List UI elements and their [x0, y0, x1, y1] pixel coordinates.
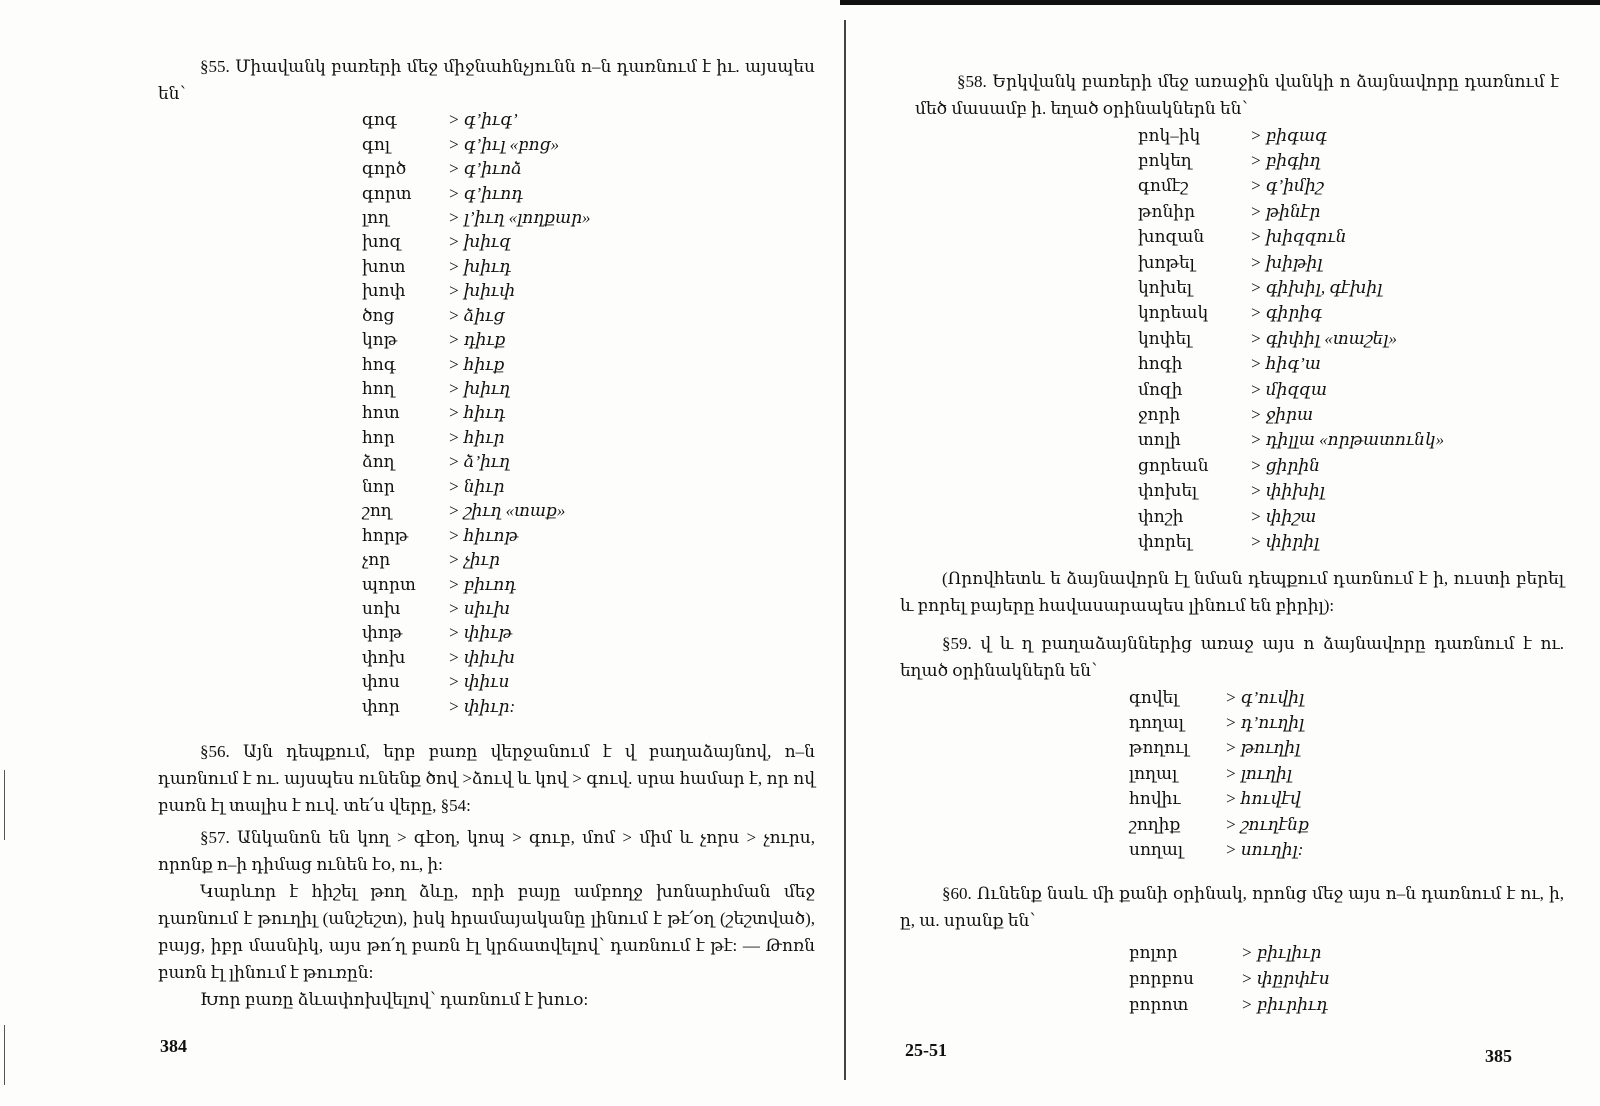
source-word: բորոտ [1129, 995, 1189, 1014]
word-row [1138, 123, 1478, 148]
word-row [1129, 966, 1429, 992]
dialect-form: > դիւք [448, 330, 506, 350]
word-row [1129, 761, 1429, 786]
dialect-form: > սուղիլ: [1225, 840, 1304, 860]
source-word: փոխել [1138, 481, 1198, 501]
dialect-form: > գ’ուվիլ [1225, 687, 1305, 707]
word-row [362, 426, 662, 450]
source-word: հովիւ [1129, 789, 1181, 809]
source-word: ձող [362, 452, 395, 472]
word-row [362, 548, 662, 572]
section-57-khor: Խոր բառը ձևափոխվելով՝ դառնում է խուօ: [200, 990, 589, 1009]
section-58-word-list [1138, 123, 1478, 555]
source-word: հորթ [362, 525, 409, 545]
dialect-form: > բիւլիւր [1241, 943, 1322, 962]
source-word: խոտ [362, 256, 406, 276]
source-word: բոլոր [1129, 943, 1178, 962]
dialect-form: > թինէր [1250, 201, 1321, 221]
source-word: գոգ [362, 110, 397, 130]
dialect-form: > լուղիլ [1225, 763, 1292, 783]
source-word: խոզ [362, 232, 402, 252]
dialect-form: > բիւրիւդ [1241, 995, 1329, 1014]
word-row [362, 646, 662, 670]
dialect-form: > գ’իւոդ [448, 183, 524, 203]
word-row [1129, 837, 1429, 862]
source-word: ցորեան [1138, 455, 1209, 475]
word-row [362, 523, 662, 547]
word-row [1129, 812, 1429, 837]
dialect-form: > գիրիգ [1250, 303, 1322, 323]
source-word: լող [362, 207, 390, 227]
dialect-form: > հիգ’ա [1250, 354, 1321, 374]
dialect-form: > ձիւց [448, 305, 505, 325]
dialect-form: > փիխիլ [1250, 481, 1325, 501]
dialect-form: > փիւթ [448, 623, 512, 643]
dialect-form: > փիրիլ [1250, 531, 1320, 551]
source-word: ծոց [362, 305, 395, 325]
source-word: հոգի [1138, 354, 1183, 374]
section-55-word-list [362, 108, 662, 719]
dialect-form: > դիլլա «որթատունկ» [1250, 430, 1445, 450]
dialect-form: > փըրփէս [1241, 969, 1330, 988]
word-row [1138, 225, 1478, 250]
dialect-form: > խիզզուն [1250, 227, 1347, 247]
source-word: գորտ [362, 183, 412, 203]
source-word: կոթ [362, 330, 398, 350]
word-row [362, 499, 662, 523]
word-row [362, 597, 662, 621]
source-word: շող [362, 501, 392, 521]
source-word: գոլ [362, 134, 391, 154]
source-word: խոթել [1138, 252, 1195, 272]
dialect-form: > ցիրին [1250, 455, 1320, 475]
source-word: դողալ [1129, 713, 1184, 733]
word-row [1138, 148, 1478, 173]
dialect-form: > խիւզ [448, 232, 511, 252]
section-55-intro: §55. Միավանկ բառերի մեջ միջնահնչյունն ո–ն դառնում է իւ. այսպես են՝ [158, 57, 815, 103]
source-word: ջորի [1138, 404, 1181, 424]
dialect-form: > գ’իմիշ [1250, 176, 1324, 196]
dialect-form: > բիգագ [1250, 125, 1327, 145]
dialect-form: > հիւր [448, 427, 505, 447]
word-row [362, 377, 662, 401]
dialect-form: > սիւխ [448, 598, 511, 618]
word-row [1138, 453, 1478, 478]
source-word: փոթ [362, 623, 403, 643]
source-word: չոր [362, 550, 391, 570]
dialect-form: > գ’իւոձ [448, 159, 522, 179]
source-word: հոտ [362, 403, 400, 423]
source-word: բոկեղ [1138, 151, 1192, 171]
page-number-left: 384 [160, 1036, 187, 1056]
word-row [362, 108, 662, 132]
word-row [1138, 428, 1478, 453]
dialect-form: > թուղիլ [1225, 738, 1301, 758]
source-word: կորեակ [1138, 303, 1209, 323]
source-word: նոր [362, 476, 395, 496]
dialect-form: > ջիրա [1250, 404, 1314, 424]
source-word: կոխել [1138, 278, 1193, 298]
word-row [1138, 199, 1478, 224]
source-word: բորբոս [1129, 969, 1194, 988]
dialect-form: > միզզա [1250, 379, 1327, 399]
word-row [362, 304, 662, 328]
dialect-form: > գ’իւլ «բոց» [448, 134, 560, 154]
word-row [1129, 685, 1429, 710]
word-row [1138, 275, 1478, 300]
dialect-form: > փիւր: [448, 696, 516, 716]
source-word: լողալ [1129, 763, 1178, 783]
dialect-form: > խիթիլ [1250, 252, 1323, 272]
source-word: գովել [1129, 687, 1179, 707]
word-row [362, 401, 662, 425]
dialect-form: > գիփիլ «տաշել» [1250, 328, 1397, 348]
dialect-form: > խիւփ [448, 281, 516, 301]
source-word: խոզան [1138, 227, 1205, 247]
word-row [362, 695, 662, 719]
section-58-note: (Որովհետև ե ձայնավորն էլ նման դեպքում դառնում է ի, ուստի բերել և բորել բայերը հավասարապես լինում են բիրիլ): [900, 569, 1564, 615]
word-row [362, 132, 662, 156]
source-word: փոխ [362, 647, 406, 667]
word-row [362, 328, 662, 352]
word-row [1138, 250, 1478, 275]
dialect-form: > ձ’իւղ [448, 452, 510, 472]
dialect-form: > փիւխ [448, 647, 516, 667]
source-word: փոշի [1138, 506, 1184, 526]
dialect-form: > փիշա [1250, 506, 1317, 526]
source-word: բոկ–իկ [1138, 125, 1201, 145]
dialect-form: > շիւղ «տաք» [448, 501, 566, 521]
right-page [845, 0, 1600, 1106]
printer-signature: 25-51 [905, 1040, 947, 1060]
dialect-form: > գ’իւգ’ [448, 110, 518, 130]
section-60-intro: §60. Ունենք նաև մի քանի օրինակ, որոնց մեջ այս ո–ն դառնում է ու, ի, ը, ա. սրանք են՝ [900, 884, 1564, 930]
dialect-form: > չիւր [448, 550, 500, 570]
word-row [362, 230, 662, 254]
word-row [362, 206, 662, 230]
section-58-intro: §58. Երկվանկ բառերի մեջ առաջին վանկի ո ձայնավորը դառնում է մեծ մասամբ ի. եղած օրինակներն են՝ [915, 72, 1559, 118]
dialect-form: > դ’ուղիլ [1225, 713, 1305, 733]
dialect-form: > բիգիղ [1250, 151, 1321, 171]
source-word: թոնիր [1138, 201, 1196, 221]
word-row [362, 181, 662, 205]
dialect-form: > լ’իւղ «լողքար» [448, 207, 591, 227]
word-row [1138, 377, 1478, 402]
source-word: տոլի [1138, 430, 1181, 450]
word-row [362, 450, 662, 474]
dialect-form: > գիխիլ, գէխիլ [1250, 278, 1383, 298]
page-number-right: 385 [1485, 1046, 1512, 1066]
word-row [1138, 301, 1478, 326]
word-row [1129, 940, 1429, 966]
word-row [1129, 787, 1429, 812]
section-60-word-list [1129, 940, 1429, 1018]
dialect-form: > խիւդ [448, 256, 512, 276]
word-row [1138, 504, 1478, 529]
source-word: պորտ [362, 574, 416, 594]
word-row [1129, 710, 1429, 735]
source-word: հող [362, 379, 395, 399]
word-row [362, 255, 662, 279]
source-word: փորել [1138, 531, 1192, 551]
dialect-form: > հուվէվ [1225, 789, 1301, 809]
source-word: շողիք [1129, 814, 1181, 834]
dialect-form: > փիւս [448, 672, 510, 692]
word-row [362, 670, 662, 694]
source-word: հոր [362, 427, 395, 447]
dialect-form: > հիւոթ [448, 525, 519, 545]
word-row [362, 572, 662, 596]
source-word: գործ [362, 159, 407, 179]
dialect-form: > հիւդ [448, 403, 506, 423]
source-word: փոս [362, 672, 400, 692]
word-row [362, 279, 662, 303]
section-57-note: Կարևոր է հիշել թող ձևը, որի բայը ամբողջ խոնարհման մեջ դառնում է թուղիլ (անշեշտ), իսկ հրամայականը լինում է թէ՛օղ (շեշտված), բայց, իբր մասնիկ, այս թո՛ղ բառն էլ կրճատվելով՝ դառնում է թէ: — Թոռն բառն էլ լինում է թուռըն: [158, 882, 815, 982]
section-56: §56. Այն դեպքում, երբ բառը վերջանում է վ բաղաձայնով, ո–ն դառնում է ու. այսպես ունենք ծով >ձուվ և կով > գուվ. սրա համար է, որ ով բառն էլ տալիս է ուվ. տե՛ս վերը, §54: [158, 742, 815, 815]
section-59-word-list [1129, 685, 1429, 863]
word-row [362, 475, 662, 499]
section-57: §57. Անկանոն են կող > գէօղ, կոպ > գուբ, մոմ > միմ և չորս > չուրս, որոնք ո–ի դիմաց ունեն էօ, ու, ի: [158, 828, 815, 874]
source-word: փոր [362, 696, 400, 716]
section-59-intro: §59. վ և ղ բաղաձայններից առաջ այս ո ձայնավորը դառնում է ու. եղած օրինակներն են՝ [900, 634, 1564, 680]
word-row [1138, 352, 1478, 377]
word-row [362, 621, 662, 645]
source-word: սոխ [362, 598, 401, 618]
source-word: թողուլ [1129, 738, 1189, 758]
source-word: մոզի [1138, 379, 1183, 399]
word-row [1138, 326, 1478, 351]
source-word: կոփել [1138, 328, 1192, 348]
word-row [362, 157, 662, 181]
dialect-form: > խիւղ [448, 379, 511, 399]
dialect-form: > շուղէնք [1225, 814, 1309, 834]
word-row [1138, 529, 1478, 554]
source-word: գոմէշ [1138, 176, 1189, 196]
word-row [1138, 174, 1478, 199]
word-row [1138, 402, 1478, 427]
source-word: սողալ [1129, 840, 1184, 860]
dialect-form: > նիւր [448, 476, 505, 496]
word-row [1129, 992, 1429, 1018]
word-row [1138, 478, 1478, 503]
dialect-form: > հիւք [448, 354, 505, 374]
source-word: հոգ [362, 354, 396, 374]
dialect-form: > բիւոդ [448, 574, 517, 594]
source-word: խոփ [362, 281, 406, 301]
word-row [1129, 736, 1429, 761]
word-row [362, 352, 662, 376]
